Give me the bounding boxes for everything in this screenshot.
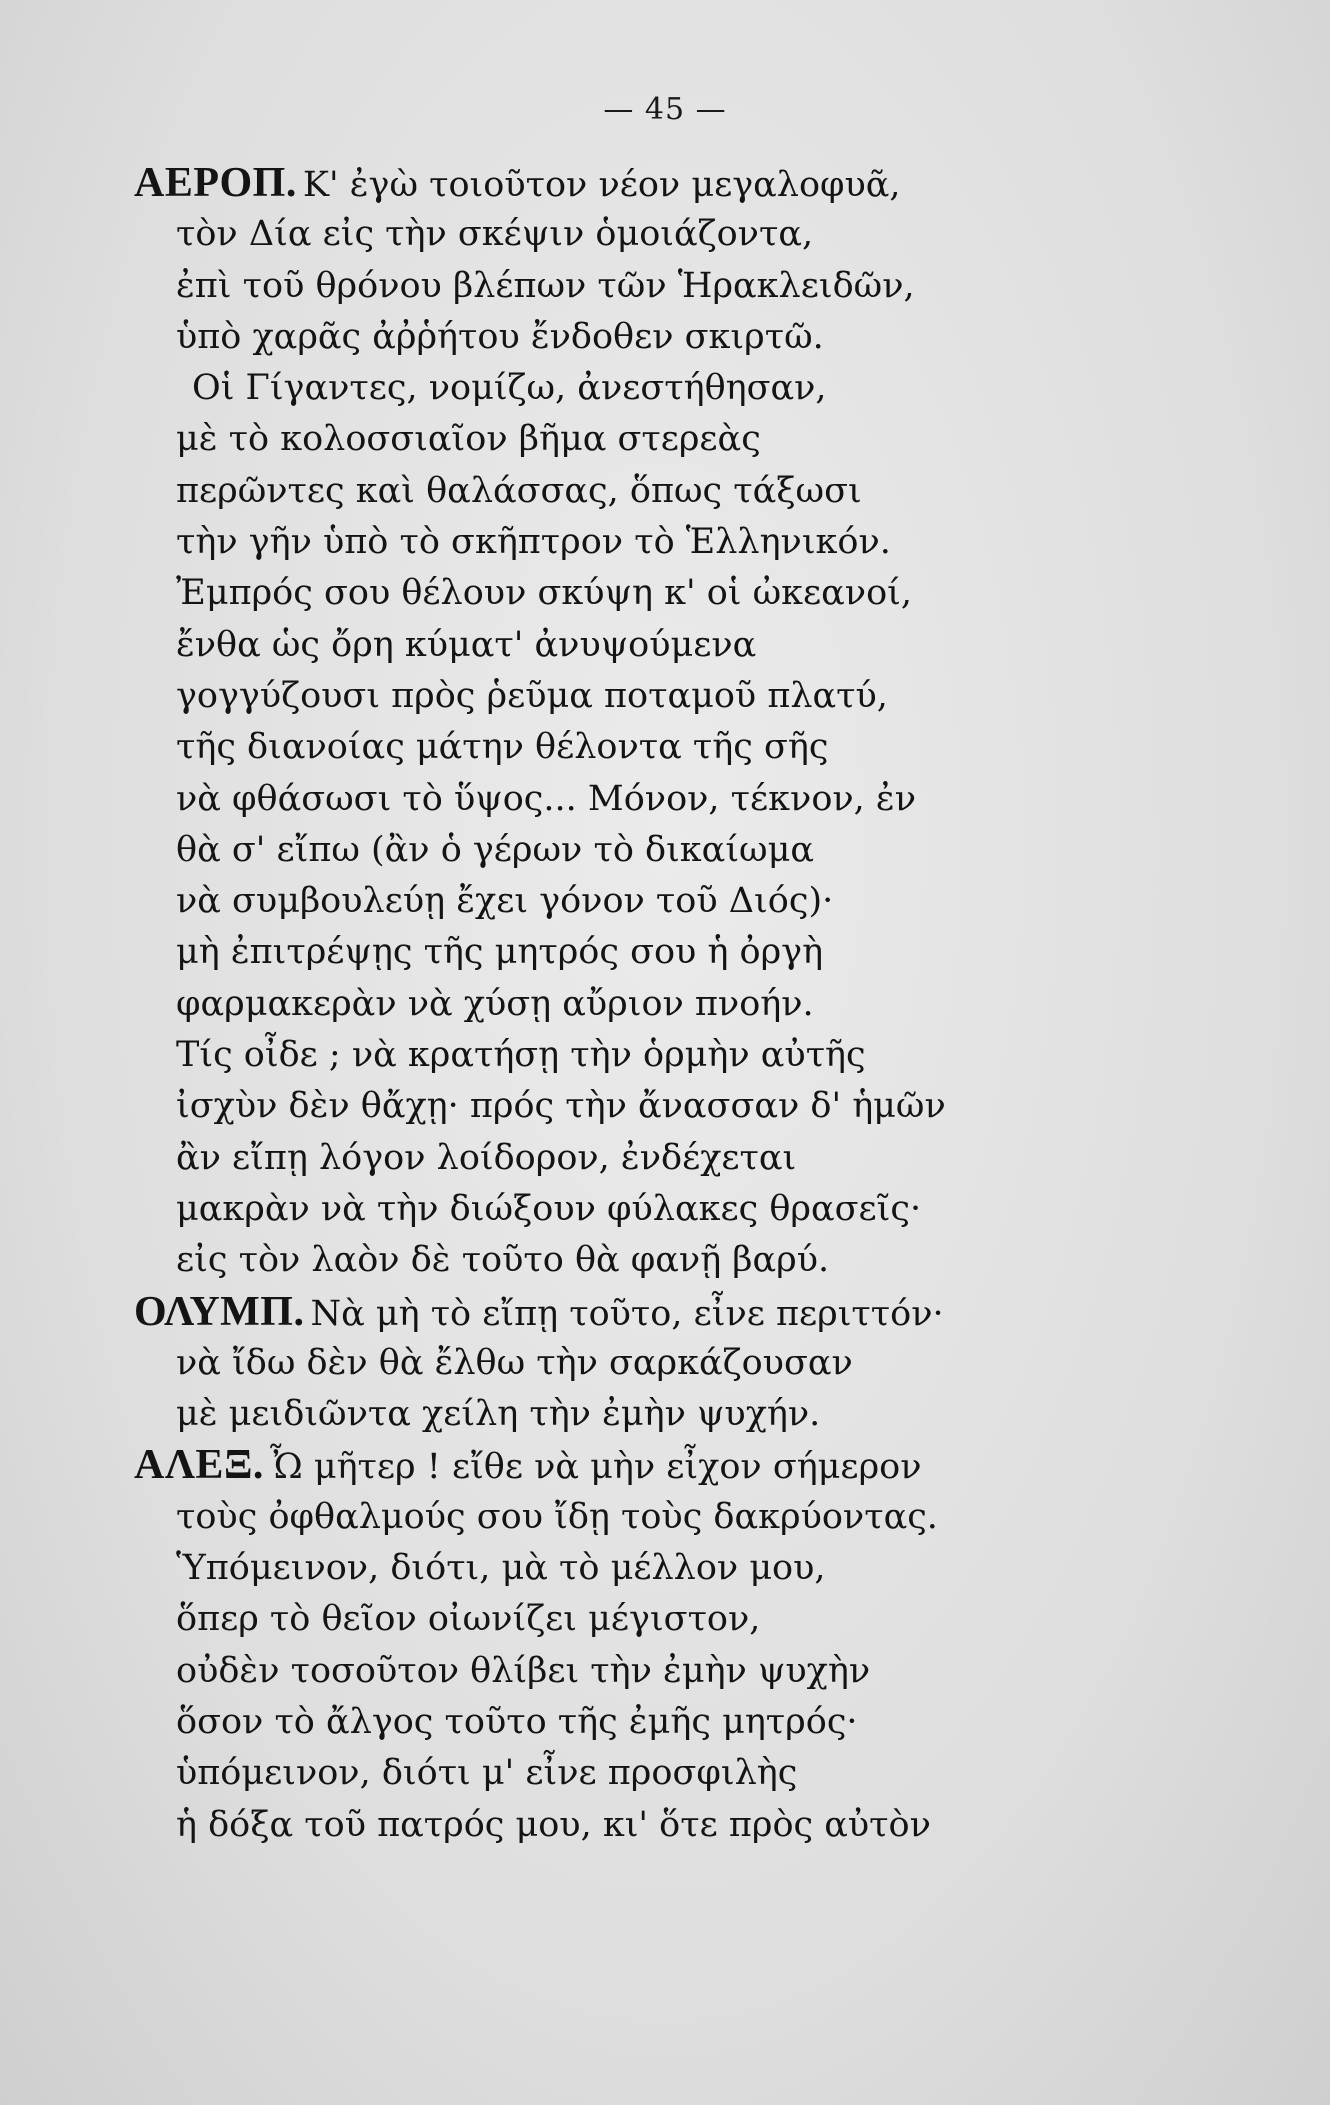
verse-line: τὴν γῆν ὑπὸ τὸ σκῆπτρον τὸ Ἑλληνικόν. [176,522,891,563]
verse-line: μὴ ἐπιτρέψῃς τῆς μητρός σου ἡ ὀργὴ [176,932,824,973]
verse-line: ὅσον τὸ ἄλγος τοῦτο τῆς ἐμῆς μητρός· [176,1701,858,1742]
speaker-label: ΟΛΥΜΠ. [134,1288,305,1335]
verse-line: ἂν εἴπῃ λόγον λοίδορον, ἐνδέχεται [176,1137,797,1178]
verse-line: νὰ φθάσωσι τὸ ὕψος... Μόνον, τέκνον, ἐν [176,778,916,819]
verse-line: ἐπὶ τοῦ θρόνου βλέπων τῶν Ἡρακλειδῶν, [176,265,915,306]
verse-line [134,158,1214,209]
verse-line: Οἱ Γίγαντες, νομίζω, ἀνεστήθησαν, [192,368,827,409]
verse-line: γογγύζουσι πρὸς ῥεῦμα ποταμοῦ πλατύ, [176,675,888,716]
verse-line [134,1287,1214,1338]
verse-line: ὑπόμεινον, διότι μ' εἶνε προσφιλὴς [176,1753,798,1794]
verse-line: φαρμακερὰν νὰ χύσῃ αὔριον πνοήν. [176,983,814,1024]
speaker-label: ΑΕΡΟΠ. [134,160,297,206]
verse-line: μὲ μειδιῶντα χείλη τὴν ἐμὴν ψυχήν. [176,1394,821,1435]
verse-line: ἰσχὺν δὲν θἄχῃ· πρός τὴν ἄνασσαν δ' ἡμῶν [176,1086,946,1127]
verse-line: ὑπὸ χαρᾶς ἀῤῥήτου ἔνδοθεν σκιρτῶ. [176,316,824,357]
verse-line: θὰ σ' εἴπω (ἂν ὁ γέρων τὸ δικαίωμα [176,829,814,870]
verse-line: μακρὰν νὰ τὴν διώξουν φύλακες θρασεῖς· [176,1188,922,1229]
verse-line: Ἐμπρός σου θέλουν σκύψη κ' οἱ ὠκεανοί, [176,573,912,614]
verse-line [134,1440,1214,1491]
speaker-label: ΑΛΕΞ. [134,1442,264,1489]
verse-line: Ὑπόμεινον, διότι, μὰ τὸ μέλλον μου, [176,1548,826,1589]
verse-line: τοὺς ὀφθαλμούς σου ἴδῃ τοὺς δακρύοντας. [176,1496,938,1537]
verse-text: Νὰ μὴ τὸ εἴπῃ τοῦτο, εἶνε περιττόν· [310,1293,944,1334]
verse-line: ἡ δόξα τοῦ πατρός μου, κι' ὅτε πρὸς αὐτὸν [176,1804,931,1845]
verse-line: ἔνθα ὡς ὄρη κύματ' ἀνυψούμενα [176,624,757,665]
verse-line: εἰς τὸν λαὸν δὲ τοῦτο θὰ φανῇ βαρύ. [176,1240,830,1281]
verse-text: Ὦ μῆτερ ! εἴθε νὰ μὴν εἶχον σήμερον [269,1447,922,1488]
verse-line: περῶντες καὶ θαλάσσας, ὅπως τάξωσι [176,470,862,511]
dialogue-text [134,158,1214,1851]
verse-text: Κ' ἐγὼ τοιοῦτον νέον μεγαλοφυᾶ, [302,165,901,205]
verse-line: οὐδὲν τοσοῦτον θλίβει τὴν ἐμὴν ψυχὴν [176,1650,871,1691]
verse-line: τὸν Δία εἰς τὴν σκέψιν ὁμοιάζοντα, [176,214,814,255]
page-number: — 45 — [603,92,727,127]
verse-line: Τίς οἶδε ; νὰ κρατήσῃ τὴν ὁρμὴν αὐτῆς [176,1035,866,1076]
verse-line: νὰ συμβουλεύῃ ἔχει γόνον τοῦ Διός)· [176,881,834,922]
verse-line: ὅπερ τὸ θεῖον οἰωνίζει μέγιστον, [176,1599,761,1640]
verse-line: νὰ ἴδω δὲν θὰ ἔλθω τὴν σαρκάζουσαν [176,1342,853,1383]
verse-line: τῆς διανοίας μάτην θέλοντα τῆς σῆς [176,727,829,768]
verse-line: μὲ τὸ κολοσσιαῖον βῆμα στερεὰς [176,419,761,460]
